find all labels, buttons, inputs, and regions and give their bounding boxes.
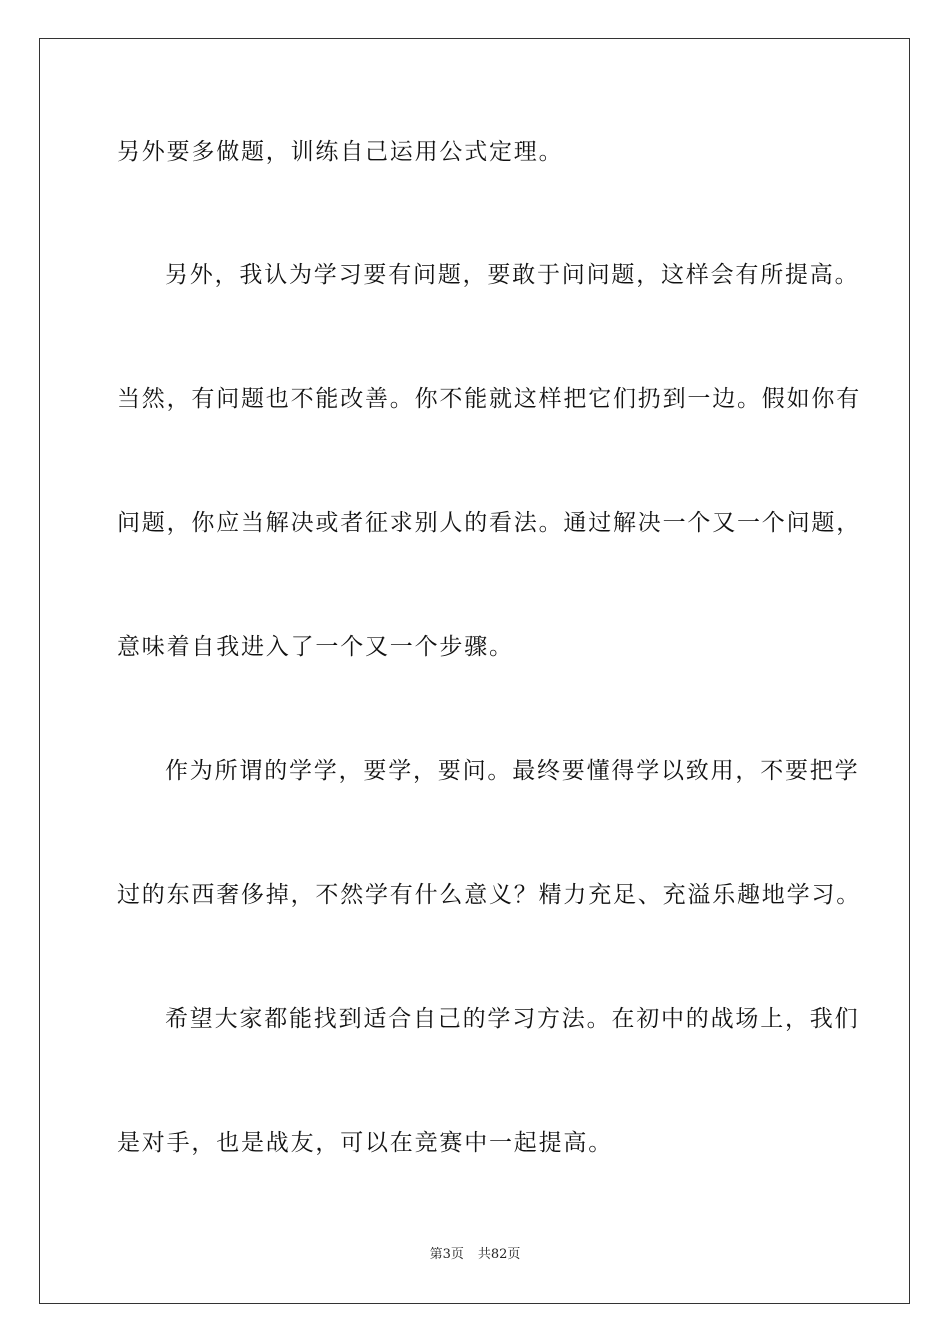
text-line-4: 问题，你应当解决或者征求别人的看法。通过解决一个又一个问题， [117,510,861,536]
text-line-8: 希望大家都能找到适合自己的学习方法。在初中的战场上，我们 [165,1006,860,1032]
page-total: 共82页 [477,1247,521,1262]
page-border [39,38,910,1304]
text-line-1: 另外要多做题，训练自己运用公式定理。 [117,139,564,165]
page-footer [0,1247,950,1263]
page-number: 第3页 [429,1247,464,1262]
text-line-5: 意味着自我进入了一个又一个步骤。 [117,634,514,660]
text-line-7: 过的东西奢侈掉，不然学有什么意义？精力充足、充溢乐趣地学习。 [117,882,861,908]
text-line-9: 是对手，也是战友，可以在竞赛中一起提高。 [117,1130,613,1156]
text-line-6: 作为所谓的学学，要学，要问。最终要懂得学以致用，不要把学 [165,758,860,784]
text-line-3: 当然，有问题也不能改善。你不能就这样把它们扔到一边。假如你有 [117,386,861,412]
text-line-2: 另外，我认为学习要有问题，要敢于问问题，这样会有所提高。 [165,262,860,288]
